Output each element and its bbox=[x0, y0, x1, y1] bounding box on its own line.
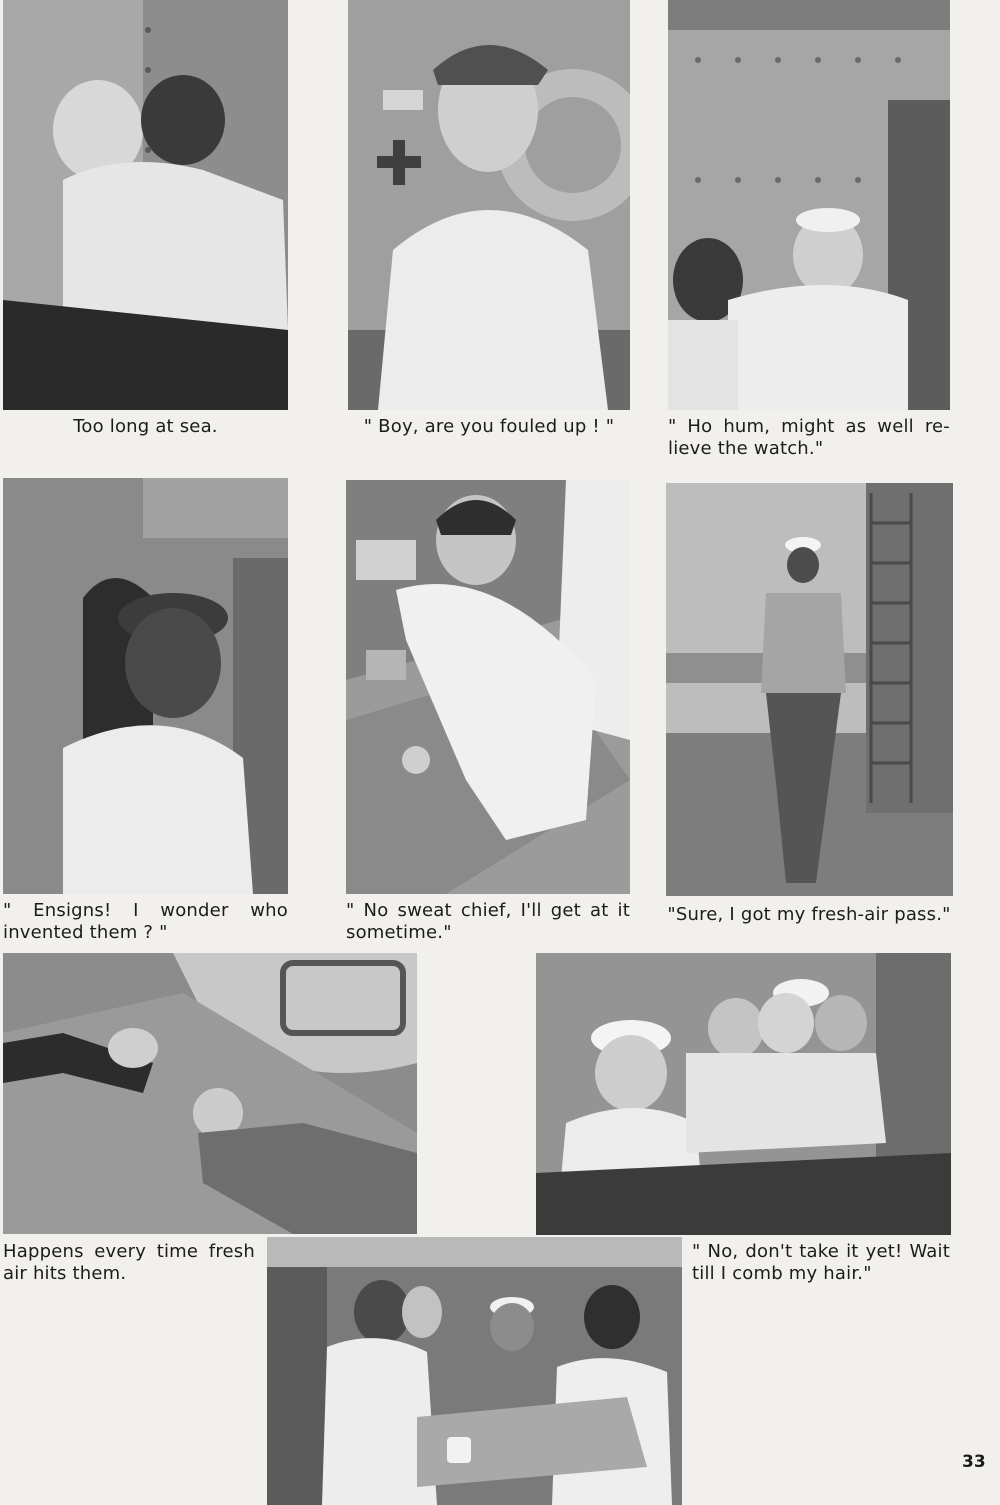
caption-no-sweat-chief: " No sweat chief, I'll get at it sometime." bbox=[346, 900, 630, 943]
photo-comb-my-hair bbox=[536, 953, 951, 1235]
page-number: 33 bbox=[962, 1452, 986, 1472]
photo-ensigns bbox=[3, 478, 288, 894]
caption-fresh-air-hits-them: Happens every time fresh air hits them. bbox=[3, 1241, 255, 1284]
photo-mess-table bbox=[267, 1237, 682, 1505]
caption-ho-hum: " Ho hum, might as well re- lieve the watch." bbox=[668, 416, 950, 459]
caption-ensigns: " Ensigns! I wonder who invented them ? " bbox=[3, 900, 288, 943]
caption-comb-my-hair: " No, don't take it yet! Wait till I comb my hair." bbox=[692, 1241, 950, 1284]
caption-boy-fouled-up: " Boy, are you fouled up ! " bbox=[363, 416, 615, 437]
caption-fresh-air-pass: "Sure, I got my fresh-air pass." bbox=[667, 904, 951, 925]
photo-fresh-air-hits-them bbox=[3, 953, 417, 1234]
photo-no-sweat-chief bbox=[346, 480, 630, 894]
photo-ho-hum bbox=[668, 0, 950, 410]
caption-too-long-at-sea: Too long at sea. bbox=[73, 416, 218, 437]
photo-fresh-air-pass bbox=[666, 483, 953, 896]
photo-boy-fouled-up bbox=[348, 0, 630, 410]
photo-too-long-at-sea bbox=[3, 0, 288, 410]
